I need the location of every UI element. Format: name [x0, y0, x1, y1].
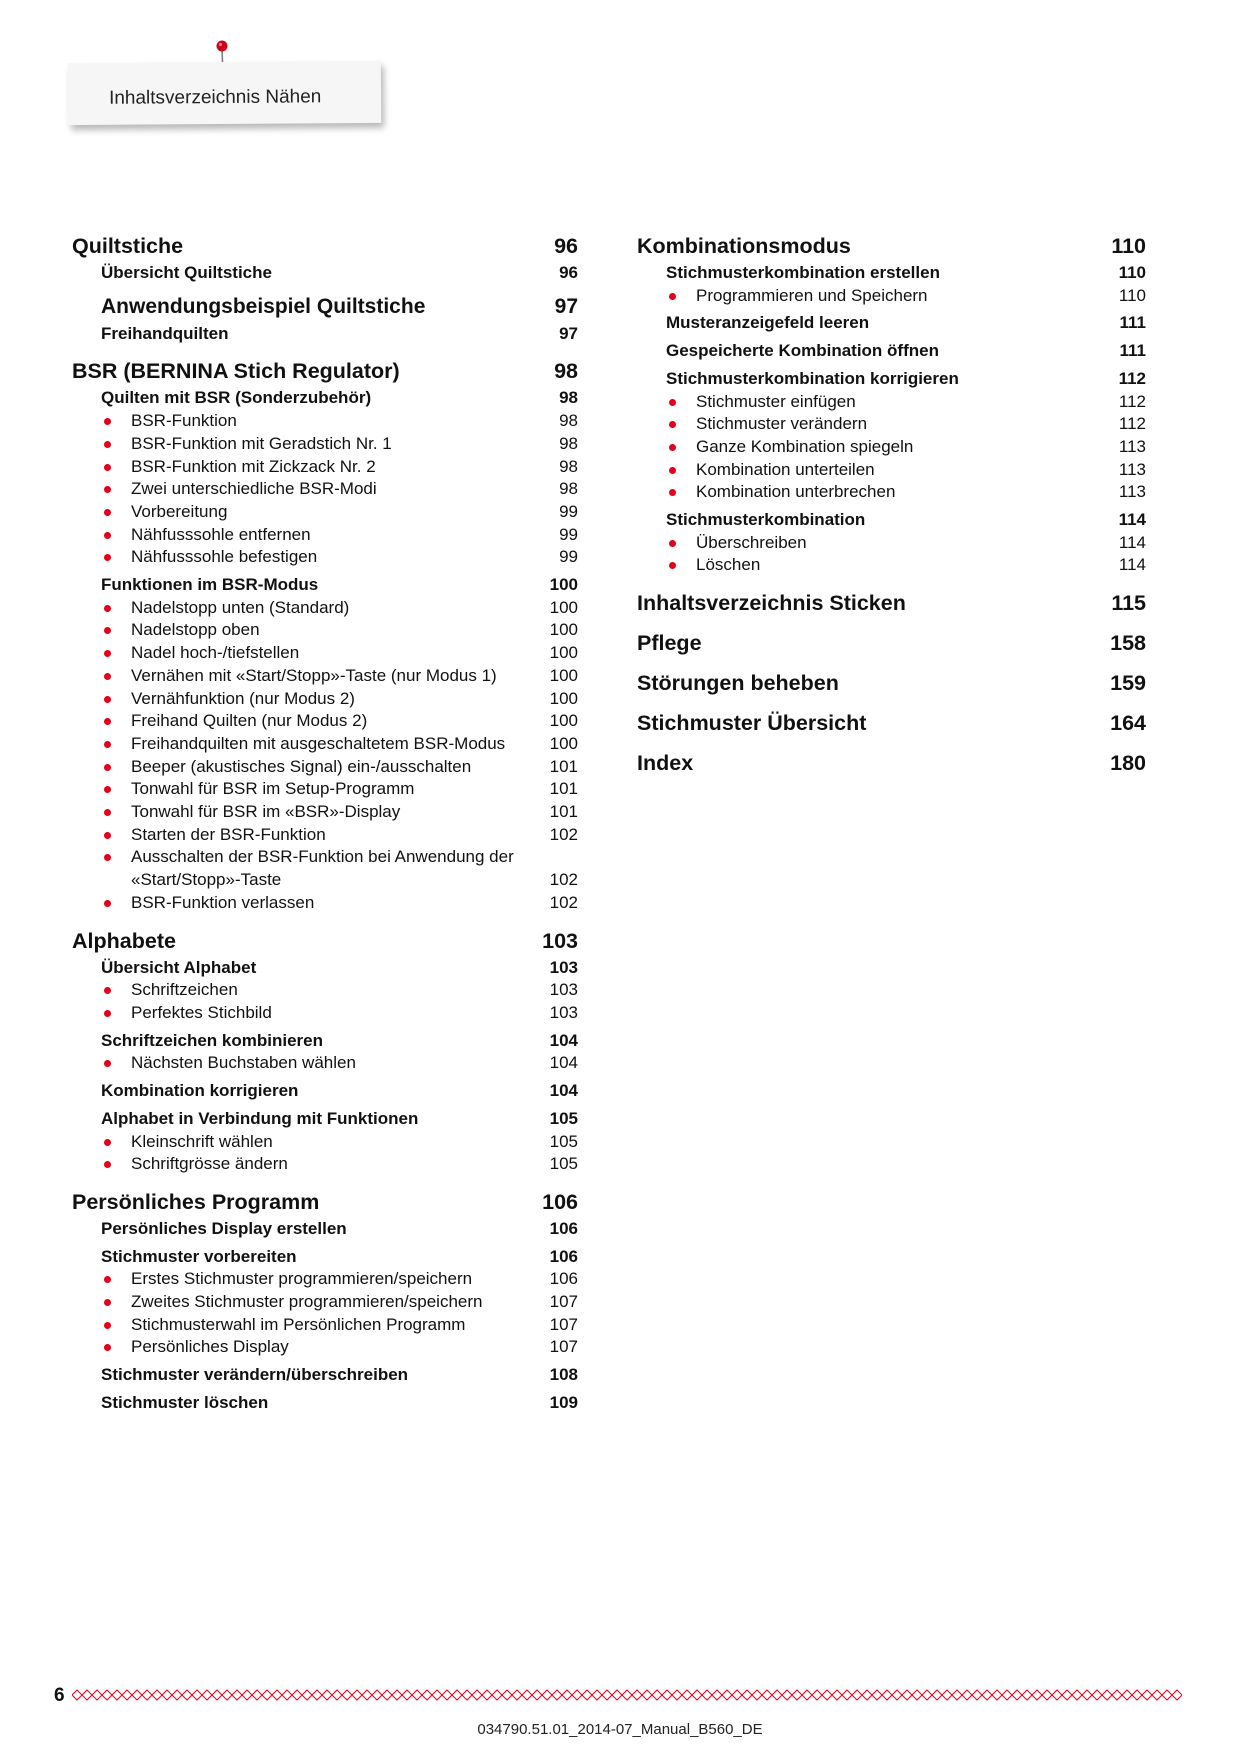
- toc-entry-page: 99: [559, 547, 578, 567]
- toc-entry-page: 113: [1118, 482, 1146, 502]
- toc-entry-title: Vernähfunktion (nur Modus 2): [131, 688, 355, 708]
- toc-entry-page: 112: [1118, 368, 1146, 388]
- toc-section-entry[interactable]: [637, 262, 1146, 285]
- toc-entry-title: Schriftzeichen: [131, 980, 238, 1000]
- toc-entry-title: BSR-Funktion: [131, 411, 237, 431]
- bullet-icon: [669, 444, 676, 451]
- toc-entry-title: Zweites Stichmuster programmieren/speichern: [131, 1292, 483, 1312]
- toc-entry-title: Vernähen mit «Start/Stopp»-Taste (nur Modus 1): [131, 665, 497, 685]
- toc-entry-title: Stichmusterkombination erstellen: [666, 263, 940, 282]
- toc-entry-page: 115: [1111, 591, 1146, 616]
- toc-entry-title: Stichmusterwahl im Persönlichen Programm: [131, 1314, 466, 1334]
- toc-entry-page: 104: [549, 1053, 578, 1073]
- toc-bullet-entry[interactable]: [72, 433, 578, 456]
- toc-entry-title: Übersicht Quiltstiche: [101, 263, 272, 282]
- toc-entry-title: Überschreiben: [696, 532, 807, 552]
- bullet-icon: [669, 562, 676, 569]
- toc-entry-page: 106: [542, 1189, 578, 1214]
- toc-entry-title: Erstes Stichmuster programmieren/speichern: [131, 1269, 473, 1289]
- toc-entry-title: Index: [637, 751, 694, 776]
- toc-entry-page: 112: [1118, 414, 1146, 434]
- toc-section-entry[interactable]: [637, 368, 1146, 391]
- bullet-icon: [669, 399, 676, 406]
- toc-bullet-entry[interactable]: [72, 597, 578, 620]
- toc-entry-page: 110: [1118, 285, 1146, 305]
- toc-entry-title: Tonwahl für BSR im Setup-Programm: [131, 779, 415, 799]
- toc-section-entry[interactable]: [637, 312, 1146, 335]
- toc-chapter-entry[interactable]: [72, 357, 578, 385]
- toc-entry-title: Perfektes Stichbild: [131, 1002, 272, 1022]
- toc-entry-page: 101: [549, 779, 578, 799]
- toc-entry-title: Persönliches Display erstellen: [101, 1218, 347, 1238]
- toc-entry-title: BSR-Funktion mit Zickzack Nr. 2: [131, 456, 376, 476]
- toc-entry-title: BSR-Funktion mit Geradstich Nr. 1: [131, 433, 392, 453]
- toc-entry-page: 103: [542, 928, 578, 953]
- toc-bullet-entry[interactable]: [72, 892, 578, 915]
- toc-bullet-entry[interactable]: [72, 619, 578, 642]
- toc-entry-title: Nadelstopp oben: [131, 620, 260, 640]
- toc-bullet-entry[interactable]: [72, 501, 578, 524]
- bullet-icon: [669, 421, 676, 428]
- toc-bullet-entry[interactable]: [637, 436, 1146, 459]
- toc-entry-title: Stichmuster einfügen: [696, 391, 856, 411]
- toc-entry-title: Löschen: [696, 555, 761, 575]
- toc-chapter-entry[interactable]: [637, 749, 1146, 777]
- toc-entry-page: 97: [554, 294, 578, 318]
- toc-entry-page: 107: [549, 1337, 578, 1357]
- toc-section-entry[interactable]: [72, 323, 578, 346]
- toc-entry-page: 104: [549, 1081, 578, 1101]
- toc-bullet-entry[interactable]: [72, 1314, 578, 1337]
- toc-entry-page: 101: [549, 756, 578, 776]
- toc-bullet-entry[interactable]: [72, 846, 578, 891]
- toc-section-entry[interactable]: [72, 293, 578, 321]
- toc-entry-page: 101: [549, 802, 578, 822]
- toc-entry-title: Stichmuster löschen: [101, 1392, 269, 1412]
- toc-entry-title: Beeper (akustisches Signal) ein-/ausschalten: [131, 756, 472, 776]
- toc-entry-page: 158: [1110, 631, 1146, 656]
- toc-entry-page: 106: [549, 1246, 578, 1266]
- toc-section-entry[interactable]: [72, 1364, 578, 1387]
- toc-bullet-entry[interactable]: [72, 1131, 578, 1154]
- toc-entry-page: 96: [559, 263, 578, 282]
- toc-section-entry[interactable]: [72, 1218, 578, 1241]
- document-code: 034790.51.01_2014-07_Manual_B560_DE: [477, 1721, 763, 1738]
- toc-entry-page: 99: [559, 501, 578, 521]
- toc-entry-title: Nadel hoch-/tiefstellen: [131, 643, 300, 663]
- decorative-zigzag-line: [72, 1689, 1182, 1701]
- toc-bullet-entry[interactable]: [637, 532, 1146, 555]
- toc-bullet-entry[interactable]: [72, 778, 578, 801]
- toc-section-entry[interactable]: [72, 957, 578, 980]
- toc-entry-title: Stichmuster vorbereiten: [101, 1246, 297, 1266]
- toc-entry-page: 112: [1118, 391, 1146, 411]
- toc-section-entry[interactable]: [72, 387, 578, 410]
- toc-right-column: [637, 232, 1146, 777]
- toc-entry-page: 107: [549, 1292, 578, 1312]
- toc-chapter-entry[interactable]: [637, 232, 1146, 260]
- toc-entry-page: 98: [559, 456, 578, 476]
- toc-entry-page: 106: [549, 1269, 578, 1289]
- toc-entry-title: Stichmusterkombination: [666, 510, 866, 530]
- toc-entry-title: BSR-Funktion verlassen: [131, 892, 315, 912]
- toc-section-entry[interactable]: [72, 1392, 578, 1415]
- toc-entry-page: 103: [549, 957, 578, 977]
- toc-bullet-entry[interactable]: [72, 733, 578, 756]
- toc-entry-page: 99: [559, 524, 578, 544]
- toc-bullet-entry[interactable]: [72, 1336, 578, 1359]
- toc-entry-page: 114: [1118, 510, 1146, 530]
- toc-bullet-entry[interactable]: [637, 459, 1146, 482]
- toc-bullet-entry[interactable]: [72, 688, 578, 711]
- toc-entry-title: Freihandquilten: [101, 323, 229, 343]
- toc-entry-title: Übersicht Alphabet: [101, 957, 257, 977]
- toc-section-entry[interactable]: [72, 1246, 578, 1269]
- toc-entry-page: 98: [554, 359, 578, 384]
- toc-bullet-entry[interactable]: [72, 1002, 578, 1025]
- toc-entry-page: 110: [1118, 263, 1146, 282]
- toc-entry-page: 100: [549, 575, 578, 595]
- toc-entry-title: Quilten mit BSR (Sonderzubehör): [101, 388, 372, 408]
- bullet-icon: [104, 786, 111, 793]
- toc-entry-title: Stichmusterkombination korrigieren: [666, 368, 959, 388]
- toc-entry-page: 98: [559, 388, 578, 408]
- toc-entry-page: 111: [1119, 341, 1146, 361]
- toc-entry-title: Persönliches Programm: [72, 1189, 320, 1214]
- toc-entry-page: 113: [1118, 436, 1146, 456]
- toc-entry-title: Kombinationsmodus: [637, 234, 851, 258]
- toc-entry-page: 102: [549, 870, 578, 890]
- toc-entry-title: Inhaltsverzeichnis Sticken: [637, 591, 906, 616]
- toc-entry-title: Stichmuster verändern: [696, 414, 868, 434]
- toc-entry-title: Kombination unterbrechen: [696, 482, 896, 502]
- toc-entry-page: 104: [549, 1030, 578, 1050]
- bullet-icon: [104, 987, 111, 994]
- toc-entry-page: 103: [549, 980, 578, 1000]
- toc-section-entry[interactable]: [637, 509, 1146, 532]
- toc-entry-title: Freihandquilten mit ausgeschaltetem BSR-Modus: [131, 733, 506, 753]
- pin-icon: [215, 40, 229, 62]
- toc-entry-page: 100: [549, 733, 578, 753]
- toc-entry-page: 100: [549, 688, 578, 708]
- toc-chapter-entry[interactable]: [637, 589, 1146, 617]
- bullet-icon: [669, 293, 676, 300]
- bullet-icon: [104, 1161, 111, 1168]
- toc-bullet-entry[interactable]: [637, 285, 1146, 308]
- toc-entry-page: 105: [549, 1131, 578, 1151]
- toc-entry-title: Starten der BSR-Funktion: [131, 824, 326, 844]
- toc-entry-page: 100: [549, 643, 578, 663]
- bullet-icon: [104, 832, 111, 839]
- bullet-icon: [104, 605, 111, 612]
- toc-entry-page: 96: [554, 234, 578, 258]
- toc-entry-page: 105: [549, 1154, 578, 1174]
- bullet-icon: [104, 696, 111, 703]
- toc-bullet-entry[interactable]: [637, 413, 1146, 436]
- section-header-title: Inhaltsverzeichnis Nähen: [108, 86, 322, 109]
- toc-entry-title: Ganze Kombination spiegeln: [696, 436, 914, 456]
- toc-entry-page: 105: [549, 1108, 578, 1128]
- bullet-icon: [104, 1060, 111, 1067]
- toc-bullet-entry[interactable]: [72, 410, 578, 433]
- toc-entry-title: Nähfusssohle befestigen: [131, 547, 318, 567]
- bullet-icon: [669, 540, 676, 547]
- toc-bullet-entry[interactable]: [72, 546, 578, 569]
- toc-bullet-entry[interactable]: [72, 1291, 578, 1314]
- toc-bullet-entry[interactable]: [637, 481, 1146, 504]
- bullet-icon: [104, 1299, 111, 1306]
- toc-entry-page: 110: [1111, 234, 1146, 258]
- toc-entry-page: 98: [559, 433, 578, 453]
- toc-entry-page: 102: [549, 892, 578, 912]
- toc-entry-page: 98: [559, 479, 578, 499]
- toc-entry-page: 106: [549, 1218, 578, 1238]
- section-header-card: [68, 61, 381, 125]
- bullet-icon: [104, 532, 111, 539]
- toc-entry-title: Nähfusssohle entfernen: [131, 524, 311, 544]
- toc-entry-page: 97: [559, 323, 578, 343]
- bullet-icon: [104, 418, 111, 425]
- toc-entry-title: Nadelstopp unten (Standard): [131, 597, 350, 617]
- bullet-icon: [104, 627, 111, 634]
- toc-entry-title: Kombination korrigieren: [101, 1081, 299, 1101]
- toc-entry-title: Persönliches Display: [131, 1337, 289, 1357]
- toc-entry-title: Stichmuster verändern/überschreiben: [101, 1365, 409, 1385]
- toc-chapter-entry[interactable]: [637, 709, 1146, 737]
- toc-entry-page: 100: [549, 665, 578, 685]
- bullet-icon: [104, 486, 111, 493]
- toc-entry-title: Ausschalten der BSR-Funktion bei Anwendung der «Start/Stopp»-Taste: [131, 847, 514, 890]
- bullet-icon: [104, 900, 111, 907]
- toc-entry-page: 109: [549, 1392, 578, 1412]
- toc-entry-page: 100: [549, 620, 578, 640]
- toc-chapter-entry[interactable]: [72, 232, 578, 260]
- toc-bullet-entry[interactable]: [72, 979, 578, 1002]
- bullet-icon: [669, 489, 676, 496]
- toc-bullet-entry[interactable]: [72, 756, 578, 779]
- toc-section-entry[interactable]: [72, 1080, 578, 1103]
- toc-entry-title: Schriftgrösse ändern: [131, 1154, 288, 1174]
- toc-entry-title: Freihand Quilten (nur Modus 2): [131, 711, 368, 731]
- toc-bullet-entry[interactable]: [72, 801, 578, 824]
- bullet-icon: [669, 467, 676, 474]
- toc-entry-title: Störungen beheben: [637, 671, 839, 696]
- zigzag-pattern: [72, 1690, 1182, 1700]
- toc-entry-page: 164: [1110, 711, 1146, 736]
- toc-entry-title: Funktionen im BSR-Modus: [101, 575, 319, 595]
- toc-entry-page: 111: [1119, 313, 1146, 333]
- bullet-icon: [104, 718, 111, 725]
- bullet-icon: [104, 554, 111, 561]
- toc-entry-title: Tonwahl für BSR im «BSR»-Display: [131, 802, 401, 822]
- bullet-icon: [104, 854, 111, 861]
- toc-entry-page: 107: [549, 1314, 578, 1334]
- toc-section-entry[interactable]: [72, 1108, 578, 1131]
- toc-entry-page: 100: [549, 597, 578, 617]
- toc-chapter-entry[interactable]: [72, 927, 578, 955]
- bullet-icon: [104, 650, 111, 657]
- toc-entry-title: Nächsten Buchstaben wählen: [131, 1053, 356, 1073]
- toc-bullet-entry[interactable]: [72, 1153, 578, 1176]
- toc-entry-page: 113: [1118, 459, 1146, 479]
- bullet-icon: [104, 741, 111, 748]
- toc-section-entry[interactable]: [72, 1030, 578, 1053]
- toc-entry-title: Alphabete: [72, 928, 176, 953]
- toc-chapter-entry[interactable]: [72, 1188, 578, 1216]
- toc-entry-title: Alphabet in Verbindung mit Funktionen: [101, 1108, 419, 1128]
- toc-entry-title: Pflege: [637, 631, 702, 656]
- toc-chapter-entry[interactable]: [637, 669, 1146, 697]
- toc-bullet-entry[interactable]: [72, 1052, 578, 1075]
- bullet-icon: [104, 509, 111, 516]
- bullet-icon: [104, 1010, 111, 1017]
- page-number: 6: [54, 1685, 65, 1706]
- toc-entry-title: Kleinschrift wählen: [131, 1131, 273, 1151]
- toc-entry-title: Stichmuster Übersicht: [637, 711, 867, 736]
- toc-bullet-entry[interactable]: [72, 1268, 578, 1291]
- toc-entry-page: 103: [549, 1002, 578, 1022]
- toc-entry-page: 180: [1110, 751, 1146, 776]
- toc-section-entry[interactable]: [72, 574, 578, 597]
- toc-entry-title: Anwendungsbeispiel Quiltstiche: [101, 294, 426, 318]
- toc-entry-title: BSR (BERNINA Stich Regulator): [72, 359, 400, 384]
- toc-bullet-entry[interactable]: [72, 710, 578, 733]
- toc-entry-title: Kombination unterteilen: [696, 459, 875, 479]
- toc-section-entry[interactable]: [72, 262, 578, 285]
- toc-bullet-entry[interactable]: [72, 524, 578, 547]
- toc-entry-page: 102: [549, 824, 578, 844]
- bullet-icon: [104, 1276, 111, 1283]
- bullet-icon: [104, 1322, 111, 1329]
- bullet-icon: [104, 1139, 111, 1146]
- bullet-icon: [104, 673, 111, 680]
- toc-chapter-entry[interactable]: [637, 629, 1146, 657]
- toc-left-column: [72, 232, 578, 1415]
- bullet-icon: [104, 441, 111, 448]
- toc-bullet-entry[interactable]: [637, 554, 1146, 577]
- bullet-icon: [104, 809, 111, 816]
- toc-bullet-entry[interactable]: [72, 456, 578, 479]
- toc-bullet-entry[interactable]: [72, 478, 578, 501]
- toc-entry-page: 114: [1118, 532, 1146, 552]
- toc-entry-title: Gespeicherte Kombination öffnen: [666, 341, 939, 361]
- bullet-icon: [104, 464, 111, 471]
- bullet-icon: [104, 764, 111, 771]
- toc-entry-page: 114: [1118, 555, 1146, 575]
- bullet-icon: [104, 1344, 111, 1351]
- toc-bullet-entry[interactable]: [72, 642, 578, 665]
- toc-bullet-entry[interactable]: [72, 665, 578, 688]
- toc-entry-title: Zwei unterschiedliche BSR-Modi: [131, 479, 377, 499]
- toc-entry-page: 159: [1110, 671, 1146, 696]
- toc-entry-title: Quiltstiche: [72, 234, 184, 258]
- toc-section-entry[interactable]: [637, 340, 1146, 363]
- toc-entry-page: 108: [549, 1365, 578, 1385]
- toc-entry-page: 100: [549, 711, 578, 731]
- toc-entry-title: Musteranzeigefeld leeren: [666, 313, 870, 333]
- toc-entry-title: Programmieren und Speichern: [696, 285, 928, 305]
- toc-entry-title: Schriftzeichen kombinieren: [101, 1030, 323, 1050]
- toc-bullet-entry[interactable]: [637, 391, 1146, 414]
- toc-entry-page: 98: [559, 411, 578, 431]
- toc-entry-title: Vorbereitung: [131, 501, 228, 521]
- toc-bullet-entry[interactable]: [72, 824, 578, 847]
